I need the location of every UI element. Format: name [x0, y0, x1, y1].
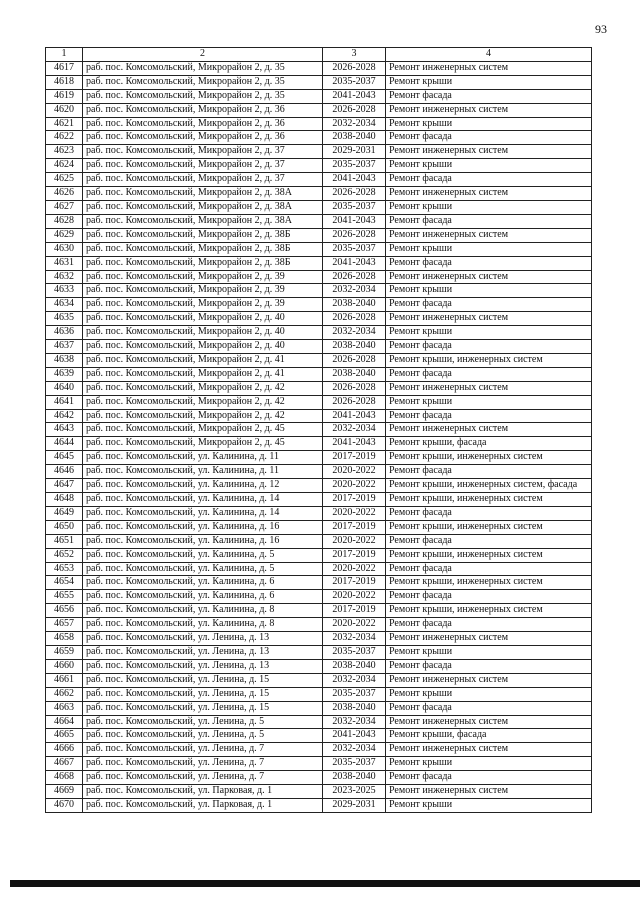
row-number-cell: 4652	[46, 548, 83, 562]
table-row	[46, 687, 592, 701]
table-row	[46, 131, 592, 145]
period-cell: 2032-2034	[323, 715, 386, 729]
table-row	[46, 771, 592, 785]
work-type-cell: Ремонт фасада	[386, 590, 592, 604]
table-row	[46, 465, 592, 479]
period-cell: 2035-2037	[323, 242, 386, 256]
table-row	[46, 534, 592, 548]
row-number-cell: 4620	[46, 103, 83, 117]
address-cell: раб. пос. Комсомольский, Микрорайон 2, д. 35	[83, 89, 323, 103]
table-row	[46, 312, 592, 326]
period-cell: 2041-2043	[323, 214, 386, 228]
row-number-cell: 4634	[46, 298, 83, 312]
period-cell: 2035-2037	[323, 757, 386, 771]
work-type-cell: Ремонт крыши	[386, 326, 592, 340]
row-number-cell: 4632	[46, 270, 83, 284]
table-row	[46, 228, 592, 242]
row-number-cell: 4644	[46, 437, 83, 451]
address-cell: раб. пос. Комсомольский, ул. Калинина, д. 11	[83, 451, 323, 465]
repair-schedule-table	[45, 47, 592, 813]
address-cell: раб. пос. Комсомольский, Микрорайон 2, д. 40	[83, 326, 323, 340]
row-number-cell: 4626	[46, 187, 83, 201]
period-cell: 2038-2040	[323, 659, 386, 673]
work-type-cell: Ремонт крыши, инженерных систем, фасада	[386, 479, 592, 493]
scan-edge-bar	[10, 880, 640, 887]
row-number-cell: 4651	[46, 534, 83, 548]
address-cell: раб. пос. Комсомольский, Микрорайон 2, д. 41	[83, 353, 323, 367]
table-row	[46, 715, 592, 729]
row-number-cell: 4619	[46, 89, 83, 103]
address-cell: раб. пос. Комсомольский, Микрорайон 2, д. 38А	[83, 187, 323, 201]
table-row	[46, 340, 592, 354]
table-row	[46, 757, 592, 771]
address-cell: раб. пос. Комсомольский, ул. Парковая, д. 1	[83, 785, 323, 799]
work-type-cell: Ремонт инженерных систем	[386, 187, 592, 201]
work-type-cell: Ремонт фасада	[386, 506, 592, 520]
table-row	[46, 145, 592, 159]
period-cell: 2038-2040	[323, 771, 386, 785]
table-row	[46, 673, 592, 687]
table-row	[46, 604, 592, 618]
work-type-cell: Ремонт фасада	[386, 89, 592, 103]
row-number-cell: 4656	[46, 604, 83, 618]
address-cell: раб. пос. Комсомольский, ул. Парковая, д. 1	[83, 798, 323, 812]
address-cell: раб. пос. Комсомольский, Микрорайон 2, д. 39	[83, 270, 323, 284]
table-row	[46, 798, 592, 812]
table-row	[46, 506, 592, 520]
address-cell: раб. пос. Комсомольский, Микрорайон 2, д. 38Б	[83, 242, 323, 256]
page-number: 93	[595, 22, 607, 36]
period-cell: 2041-2043	[323, 256, 386, 270]
work-type-cell: Ремонт инженерных систем	[386, 270, 592, 284]
work-type-cell: Ремонт инженерных систем	[386, 145, 592, 159]
address-cell: раб. пос. Комсомольский, Микрорайон 2, д. 36	[83, 103, 323, 117]
work-type-cell: Ремонт крыши	[386, 117, 592, 131]
period-cell: 2041-2043	[323, 409, 386, 423]
work-type-cell: Ремонт инженерных систем	[386, 312, 592, 326]
row-number-cell: 4636	[46, 326, 83, 340]
table-row	[46, 437, 592, 451]
column-header-3: 3	[323, 48, 386, 62]
table-row	[46, 214, 592, 228]
work-type-cell: Ремонт фасада	[386, 618, 592, 632]
row-number-cell: 4635	[46, 312, 83, 326]
work-type-cell: Ремонт фасада	[386, 465, 592, 479]
period-cell: 2020-2022	[323, 590, 386, 604]
row-number-cell: 4617	[46, 61, 83, 75]
period-cell: 2026-2028	[323, 187, 386, 201]
period-cell: 2017-2019	[323, 604, 386, 618]
row-number-cell: 4669	[46, 785, 83, 799]
address-cell: раб. пос. Комсомольский, ул. Калинина, д. 8	[83, 618, 323, 632]
period-cell: 2035-2037	[323, 75, 386, 89]
row-number-cell: 4637	[46, 340, 83, 354]
row-number-cell: 4653	[46, 562, 83, 576]
row-number-cell: 4662	[46, 687, 83, 701]
period-cell: 2041-2043	[323, 173, 386, 187]
address-cell: раб. пос. Комсомольский, ул. Ленина, д. 15	[83, 687, 323, 701]
period-cell: 2035-2037	[323, 159, 386, 173]
address-cell: раб. пос. Комсомольский, ул. Калинина, д. 14	[83, 493, 323, 507]
row-number-cell: 4640	[46, 381, 83, 395]
row-number-cell: 4668	[46, 771, 83, 785]
address-cell: раб. пос. Комсомольский, ул. Калинина, д. 12	[83, 479, 323, 493]
table-row	[46, 409, 592, 423]
period-cell: 2026-2028	[323, 270, 386, 284]
address-cell: раб. пос. Комсомольский, ул. Калинина, д. 11	[83, 465, 323, 479]
row-number-cell: 4663	[46, 701, 83, 715]
table-row	[46, 576, 592, 590]
period-cell: 2023-2025	[323, 785, 386, 799]
address-cell: раб. пос. Комсомольский, Микрорайон 2, д. 37	[83, 159, 323, 173]
table-row	[46, 173, 592, 187]
work-type-cell: Ремонт крыши, фасада	[386, 729, 592, 743]
table-row	[46, 242, 592, 256]
address-cell: раб. пос. Комсомольский, ул. Ленина, д. 13	[83, 632, 323, 646]
work-type-cell: Ремонт крыши, фасада	[386, 437, 592, 451]
address-cell: раб. пос. Комсомольский, Микрорайон 2, д. 38А	[83, 200, 323, 214]
address-cell: раб. пос. Комсомольский, ул. Ленина, д. 5	[83, 729, 323, 743]
row-number-cell: 4641	[46, 395, 83, 409]
work-type-cell: Ремонт фасада	[386, 214, 592, 228]
address-cell: раб. пос. Комсомольский, Микрорайон 2, д. 38Б	[83, 256, 323, 270]
table-row	[46, 159, 592, 173]
address-cell: раб. пос. Комсомольский, ул. Калинина, д. 6	[83, 576, 323, 590]
row-number-cell: 4666	[46, 743, 83, 757]
table-row	[46, 395, 592, 409]
table-row	[46, 117, 592, 131]
row-number-cell: 4648	[46, 493, 83, 507]
period-cell: 2020-2022	[323, 465, 386, 479]
address-cell: раб. пос. Комсомольский, Микрорайон 2, д. 40	[83, 340, 323, 354]
row-number-cell: 4643	[46, 423, 83, 437]
address-cell: раб. пос. Комсомольский, ул. Ленина, д. 5	[83, 715, 323, 729]
work-type-cell: Ремонт крыши	[386, 200, 592, 214]
work-type-cell: Ремонт крыши	[386, 645, 592, 659]
period-cell: 2029-2031	[323, 145, 386, 159]
address-cell: раб. пос. Комсомольский, ул. Калинина, д. 16	[83, 520, 323, 534]
address-cell: раб. пос. Комсомольский, Микрорайон 2, д. 35	[83, 61, 323, 75]
work-type-cell: Ремонт инженерных систем	[386, 632, 592, 646]
period-cell: 2038-2040	[323, 131, 386, 145]
table-row	[46, 590, 592, 604]
period-cell: 2026-2028	[323, 228, 386, 242]
address-cell: раб. пос. Комсомольский, Микрорайон 2, д. 39	[83, 298, 323, 312]
row-number-cell: 4639	[46, 367, 83, 381]
table-row	[46, 200, 592, 214]
address-cell: раб. пос. Комсомольский, Микрорайон 2, д. 36	[83, 117, 323, 131]
work-type-cell: Ремонт инженерных систем	[386, 381, 592, 395]
period-cell: 2017-2019	[323, 493, 386, 507]
row-number-cell: 4664	[46, 715, 83, 729]
table-row	[46, 451, 592, 465]
row-number-cell: 4645	[46, 451, 83, 465]
table-row	[46, 187, 592, 201]
period-cell: 2017-2019	[323, 576, 386, 590]
period-cell: 2035-2037	[323, 645, 386, 659]
row-number-cell: 4658	[46, 632, 83, 646]
row-number-cell: 4657	[46, 618, 83, 632]
table-row	[46, 659, 592, 673]
period-cell: 2017-2019	[323, 548, 386, 562]
table-row	[46, 61, 592, 75]
row-number-cell: 4624	[46, 159, 83, 173]
row-number-cell: 4638	[46, 353, 83, 367]
address-cell: раб. пос. Комсомольский, ул. Ленина, д. 7	[83, 743, 323, 757]
row-number-cell: 4625	[46, 173, 83, 187]
address-cell: раб. пос. Комсомольский, Микрорайон 2, д. 45	[83, 423, 323, 437]
table-row	[46, 645, 592, 659]
work-type-cell: Ремонт инженерных систем	[386, 715, 592, 729]
table-row	[46, 367, 592, 381]
work-type-cell: Ремонт крыши, инженерных систем	[386, 576, 592, 590]
period-cell: 2029-2031	[323, 798, 386, 812]
row-number-cell: 4649	[46, 506, 83, 520]
period-cell: 2041-2043	[323, 729, 386, 743]
address-cell: раб. пос. Комсомольский, ул. Калинина, д. 8	[83, 604, 323, 618]
address-cell: раб. пос. Комсомольский, ул. Калинина, д. 6	[83, 590, 323, 604]
row-number-cell: 4627	[46, 200, 83, 214]
period-cell: 2038-2040	[323, 701, 386, 715]
period-cell: 2035-2037	[323, 200, 386, 214]
period-cell: 2026-2028	[323, 312, 386, 326]
work-type-cell: Ремонт инженерных систем	[386, 61, 592, 75]
work-type-cell: Ремонт крыши	[386, 395, 592, 409]
address-cell: раб. пос. Комсомольский, ул. Ленина, д. 15	[83, 673, 323, 687]
row-number-cell: 4642	[46, 409, 83, 423]
work-type-cell: Ремонт крыши, инженерных систем	[386, 353, 592, 367]
period-cell: 2026-2028	[323, 103, 386, 117]
address-cell: раб. пос. Комсомольский, Микрорайон 2, д. 45	[83, 437, 323, 451]
table-row	[46, 479, 592, 493]
period-cell: 2026-2028	[323, 61, 386, 75]
period-cell: 2041-2043	[323, 89, 386, 103]
work-type-cell: Ремонт крыши, инженерных систем	[386, 604, 592, 618]
period-cell: 2041-2043	[323, 437, 386, 451]
work-type-cell: Ремонт инженерных систем	[386, 785, 592, 799]
address-cell: раб. пос. Комсомольский, Микрорайон 2, д. 42	[83, 381, 323, 395]
row-number-cell: 4618	[46, 75, 83, 89]
table-row	[46, 270, 592, 284]
row-number-cell: 4667	[46, 757, 83, 771]
address-cell: раб. пос. Комсомольский, Микрорайон 2, д. 35	[83, 75, 323, 89]
table-row	[46, 743, 592, 757]
period-cell: 2017-2019	[323, 520, 386, 534]
table-row	[46, 632, 592, 646]
work-type-cell: Ремонт крыши, инженерных систем	[386, 520, 592, 534]
period-cell: 2032-2034	[323, 423, 386, 437]
work-type-cell: Ремонт фасада	[386, 131, 592, 145]
work-type-cell: Ремонт фасада	[386, 409, 592, 423]
row-number-cell: 4660	[46, 659, 83, 673]
table-row	[46, 618, 592, 632]
row-number-cell: 4659	[46, 645, 83, 659]
table-row	[46, 103, 592, 117]
column-header-4: 4	[386, 48, 592, 62]
period-cell: 2038-2040	[323, 298, 386, 312]
period-cell: 2032-2034	[323, 117, 386, 131]
table-row	[46, 89, 592, 103]
work-type-cell: Ремонт фасада	[386, 701, 592, 715]
row-number-cell: 4646	[46, 465, 83, 479]
address-cell: раб. пос. Комсомольский, ул. Ленина, д. 13	[83, 645, 323, 659]
row-number-cell: 4630	[46, 242, 83, 256]
work-type-cell: Ремонт крыши	[386, 242, 592, 256]
period-cell: 2038-2040	[323, 340, 386, 354]
table-row	[46, 423, 592, 437]
work-type-cell: Ремонт фасада	[386, 173, 592, 187]
period-cell: 2032-2034	[323, 326, 386, 340]
work-type-cell: Ремонт крыши, инженерных систем	[386, 493, 592, 507]
row-number-cell: 4628	[46, 214, 83, 228]
address-cell: раб. пос. Комсомольский, Микрорайон 2, д. 42	[83, 395, 323, 409]
period-cell: 2032-2034	[323, 632, 386, 646]
address-cell: раб. пос. Комсомольский, Микрорайон 2, д. 38А	[83, 214, 323, 228]
period-cell: 2026-2028	[323, 395, 386, 409]
address-cell: раб. пос. Комсомольский, Микрорайон 2, д. 36	[83, 131, 323, 145]
row-number-cell: 4647	[46, 479, 83, 493]
table-row	[46, 75, 592, 89]
work-type-cell: Ремонт крыши, инженерных систем	[386, 548, 592, 562]
work-type-cell: Ремонт крыши	[386, 798, 592, 812]
column-header-2: 2	[83, 48, 323, 62]
work-type-cell: Ремонт фасада	[386, 340, 592, 354]
work-type-cell: Ремонт крыши	[386, 284, 592, 298]
address-cell: раб. пос. Комсомольский, Микрорайон 2, д. 37	[83, 173, 323, 187]
row-number-cell: 4654	[46, 576, 83, 590]
table-row	[46, 284, 592, 298]
row-number-cell: 4670	[46, 798, 83, 812]
table-row	[46, 785, 592, 799]
work-type-cell: Ремонт инженерных систем	[386, 228, 592, 242]
row-number-cell: 4633	[46, 284, 83, 298]
work-type-cell: Ремонт крыши, инженерных систем	[386, 451, 592, 465]
work-type-cell: Ремонт инженерных систем	[386, 103, 592, 117]
table-row	[46, 520, 592, 534]
work-type-cell: Ремонт инженерных систем	[386, 743, 592, 757]
work-type-cell: Ремонт инженерных систем	[386, 673, 592, 687]
address-cell: раб. пос. Комсомольский, Микрорайон 2, д. 37	[83, 145, 323, 159]
address-cell: раб. пос. Комсомольский, ул. Калинина, д. 14	[83, 506, 323, 520]
row-number-cell: 4622	[46, 131, 83, 145]
row-number-cell: 4665	[46, 729, 83, 743]
row-number-cell: 4655	[46, 590, 83, 604]
table-row	[46, 298, 592, 312]
period-cell: 2020-2022	[323, 562, 386, 576]
period-cell: 2020-2022	[323, 479, 386, 493]
work-type-cell: Ремонт крыши	[386, 159, 592, 173]
period-cell: 2020-2022	[323, 506, 386, 520]
period-cell: 2032-2034	[323, 743, 386, 757]
row-number-cell: 4650	[46, 520, 83, 534]
address-cell: раб. пос. Комсомольский, ул. Ленина, д. 13	[83, 659, 323, 673]
address-cell: раб. пос. Комсомольский, Микрорайон 2, д. 39	[83, 284, 323, 298]
work-type-cell: Ремонт крыши	[386, 687, 592, 701]
table-header-row	[46, 48, 592, 62]
work-type-cell: Ремонт фасада	[386, 771, 592, 785]
period-cell: 2038-2040	[323, 367, 386, 381]
row-number-cell: 4621	[46, 117, 83, 131]
row-number-cell: 4631	[46, 256, 83, 270]
table-row	[46, 353, 592, 367]
table-row	[46, 701, 592, 715]
work-type-cell: Ремонт крыши	[386, 75, 592, 89]
period-cell: 2032-2034	[323, 673, 386, 687]
table-row	[46, 326, 592, 340]
work-type-cell: Ремонт фасада	[386, 534, 592, 548]
table-row	[46, 256, 592, 270]
address-cell: раб. пос. Комсомольский, ул. Калинина, д. 16	[83, 534, 323, 548]
work-type-cell: Ремонт фасада	[386, 367, 592, 381]
work-type-cell: Ремонт инженерных систем	[386, 423, 592, 437]
period-cell: 2026-2028	[323, 381, 386, 395]
address-cell: раб. пос. Комсомольский, Микрорайон 2, д. 42	[83, 409, 323, 423]
period-cell: 2035-2037	[323, 687, 386, 701]
address-cell: раб. пос. Комсомольский, ул. Ленина, д. 7	[83, 771, 323, 785]
table-row	[46, 729, 592, 743]
work-type-cell: Ремонт крыши	[386, 757, 592, 771]
address-cell: раб. пос. Комсомольский, Микрорайон 2, д. 38Б	[83, 228, 323, 242]
work-type-cell: Ремонт фасада	[386, 298, 592, 312]
period-cell: 2020-2022	[323, 534, 386, 548]
column-header-1: 1	[46, 48, 83, 62]
work-type-cell: Ремонт фасада	[386, 256, 592, 270]
address-cell: раб. пос. Комсомольский, ул. Калинина, д. 5	[83, 548, 323, 562]
period-cell: 2026-2028	[323, 353, 386, 367]
address-cell: раб. пос. Комсомольский, ул. Ленина, д. 15	[83, 701, 323, 715]
table-row	[46, 562, 592, 576]
address-cell: раб. пос. Комсомольский, ул. Калинина, д. 5	[83, 562, 323, 576]
table-row	[46, 381, 592, 395]
address-cell: раб. пос. Комсомольский, Микрорайон 2, д. 41	[83, 367, 323, 381]
row-number-cell: 4661	[46, 673, 83, 687]
period-cell: 2017-2019	[323, 451, 386, 465]
row-number-cell: 4623	[46, 145, 83, 159]
period-cell: 2032-2034	[323, 284, 386, 298]
address-cell: раб. пос. Комсомольский, ул. Ленина, д. 7	[83, 757, 323, 771]
work-type-cell: Ремонт фасада	[386, 562, 592, 576]
work-type-cell: Ремонт фасада	[386, 659, 592, 673]
row-number-cell: 4629	[46, 228, 83, 242]
period-cell: 2020-2022	[323, 618, 386, 632]
table-row	[46, 493, 592, 507]
address-cell: раб. пос. Комсомольский, Микрорайон 2, д. 40	[83, 312, 323, 326]
table-row	[46, 548, 592, 562]
